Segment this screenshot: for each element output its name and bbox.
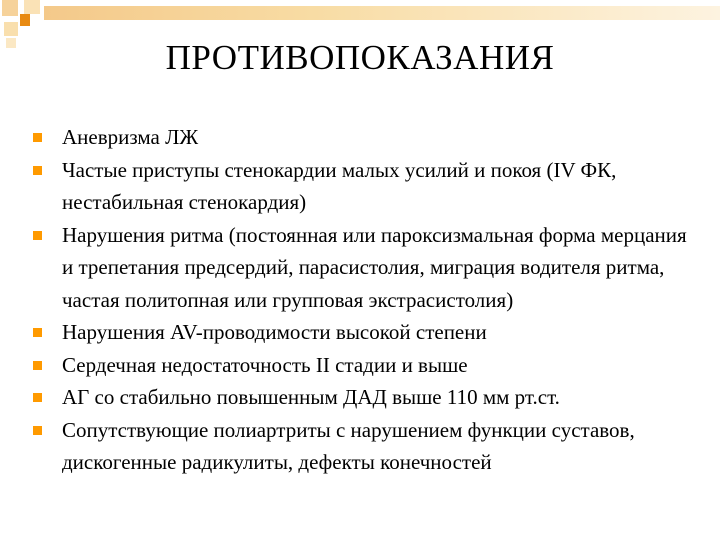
square-bullet-icon	[33, 426, 42, 435]
list-item	[30, 154, 700, 219]
list-item-text: Частые приступы стенокардии малых усилий и покоя (IV ФК, нестабильная стенокардия)	[62, 157, 617, 214]
slide-title: ПРОТИВОПОКАЗАНИЯ	[165, 38, 555, 77]
list-item-text: Сопутствующие полиартриты с нарушением функции суставов, дискогенные радикулиты, дефекты конечностей	[62, 417, 635, 474]
square-bullet-icon	[33, 166, 42, 175]
list-item	[30, 219, 700, 317]
list-item	[30, 381, 700, 414]
contraindications-list	[30, 121, 700, 479]
list-item	[30, 316, 700, 349]
list-item-text: Нарушения AV-проводимости высокой степени	[62, 320, 487, 344]
list-item-text: Аневризма ЛЖ	[62, 125, 199, 149]
square-bullet-icon	[33, 361, 42, 370]
square-bullet-icon	[33, 231, 42, 240]
square-bullet-icon	[33, 393, 42, 402]
list-item-text: АГ со стабильно повышенным ДАД выше 110 мм рт.ст.	[62, 385, 560, 409]
square-bullet-icon	[33, 133, 42, 142]
list-item	[30, 414, 700, 479]
list-item-text: Сердечная недостаточность II стадии и выше	[62, 352, 468, 377]
list-item	[30, 349, 700, 382]
list-item-text: Нарушения ритма (постоянная или пароксизмальная форма мерцания и трепетания предсердий, парасистолия, миграция водителя ритма, частая политопная или групповая экстрасистолия)	[62, 222, 687, 312]
square-bullet-icon	[33, 328, 42, 337]
list-item	[30, 121, 700, 154]
